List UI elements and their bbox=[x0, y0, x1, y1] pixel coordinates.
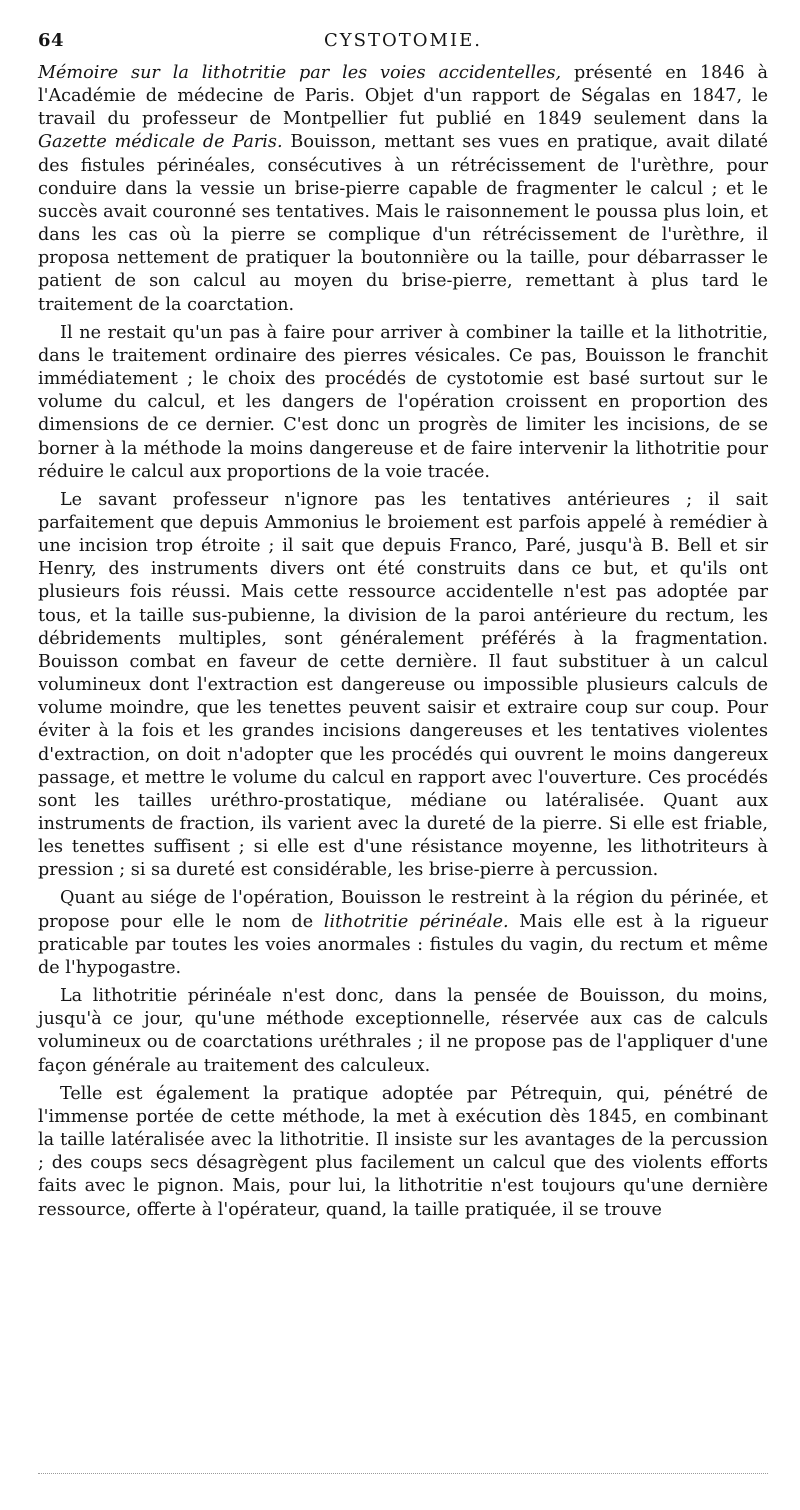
paragraph bbox=[38, 489, 768, 883]
text-run-italic: Mémoire sur la lithotritie par les voies accidentelles, bbox=[38, 63, 562, 83]
text-run-italic: Gazette médicale de Paris. bbox=[38, 132, 283, 153]
text-run: Quant au siége de l'opération, Bouisson le restreint à la région du périnée, et propose pour elle le nom de bbox=[38, 888, 768, 932]
text-run: Bouisson, mettant ses vues en pratique, avait dilaté des fistules périnéales, consécutives à un rétrécissement de l'urèthre, pour conduire dans la vessie un brise-pierre capable de fragmenter le calcul ; et le succès avait couronné ses tentatives. Mais le raisonnement le poussa plus loin, et dans les cas où la pierre se complique d'un rétrécissement de l'urèthre, il proposa nettement de pratiquer la boutonnière ou la taille, pour débarrasser le patient de son calcul au moyen du brise-pierre, remettant à plus tard le traitement de la coarctation. bbox=[38, 132, 768, 315]
paragraph bbox=[38, 887, 768, 980]
text-run: Mais elle est à la rigueur praticable par toutes les voies anormales : fistules du vagin, du rectum et même de l'hypogastre. bbox=[38, 911, 769, 978]
body-text bbox=[38, 62, 768, 1222]
paragraph bbox=[38, 985, 768, 1078]
text-run: Il ne restait qu'un pas à faire pour arriver à combiner la taille et la lithotritie, dans le traitement ordinaire des pierres vésicales. Ce pas, Bouisson le franchit immédiatement ; le choix des procédés de cystotomie est basé surtout sur le volume du calcul, et les dangers de l'opération croissent en proportion des dimensions de ce dernier. C'est donc un progrès de limiter les incisions, de se borner à la méthode la moins dangereuse et de faire intervenir la lithotritie pour réduire le calcul aux proportions de la voie tracée. bbox=[38, 322, 768, 482]
text-run: Le savant professeur n'ignore pas les tentatives antérieures ; il sait parfaitement que depuis Ammonius le broiement est parfois appelé à remédier à une incision trop étroite ; il sait que depuis Franco, Paré, jusqu'à B. Bell et sir Henry, des instruments divers ont été construits dans ce but, et qu'ils ont plusieurs fois réussi. Mais cette ressource accidentelle n'est pas adoptée par tous, et la taille sus-pubienne, la division de la paroi antérieure du rectum, les débridements multiples, sont généralement préférés à la fragmentation. Bouisson combat en faveur de cette dernière. Il faut substituer à un calcul volumineux dont l'extraction est dangereuse ou impossible plusieurs calculs de volume moindre, que les tenettes peuvent saisir et extraire coup sur coup. Pour éviter à la fois et les grandes incisions dangereuses et les tentatives violentes d'extraction, on doit n'adopter que les procédés qui ouvrent le moins dangereux passage, et mettre le volume du calcul en rapport avec l'ouverture. Ces procédés sont les tailles uréthro-prostatique, médiane ou latéralisée. Quant aux instruments de fraction, ils varient avec la dureté de la pierre. Si elle est friable, les tenettes suffisent ; si elle est d'une résistance moyenne, les lithotriteurs à pression ; si sa dureté est considérable, les brise-pierre à percussion. bbox=[38, 489, 768, 881]
page-header bbox=[38, 30, 768, 58]
paragraph bbox=[38, 1083, 768, 1222]
paragraph bbox=[38, 62, 768, 317]
text-run-italic: lithotritie périnéale. bbox=[323, 911, 509, 932]
document-page bbox=[38, 30, 768, 1227]
text-run: présenté en 1846 à l'Académie de médecine de Paris. Objet d'un rapport de Ségalas en 1847, le travail du professeur de Montpellier fut publié en 1849 seulement dans la bbox=[38, 63, 769, 130]
text-run: Telle est également la pratique adoptée par Pétrequin, qui, pénétré de l'immense portée de cette méthode, la met à exécution dès 1845, en combinant la taille latéralisée avec la lithotritie. Il insiste sur les avantages de la percussion ; des coups secs désagrègent plus facilement un calcul que des violents efforts faits avec le pignon. Mais, pour lui, la lithotritie n'est toujours qu'une dernière ressource, offerte à l'opérateur, quand, la taille pratiquée, il se trouve bbox=[38, 1083, 768, 1220]
text-run: La lithotritie périnéale n'est donc, dans la pensée de Bouisson, du moins, jusqu'à ce jour, qu'une méthode exceptionnelle, réservée aux cas de calculs volumineux ou de coarctations uréthrales ; il ne propose pas de l'appliquer d'une façon générale au traitement des calculeux. bbox=[38, 986, 768, 1076]
paragraph bbox=[38, 322, 768, 484]
page-footer-rule bbox=[38, 1473, 768, 1474]
page-number: 64 bbox=[38, 30, 65, 51]
running-title: CYSTOTOMIE. bbox=[324, 30, 482, 51]
